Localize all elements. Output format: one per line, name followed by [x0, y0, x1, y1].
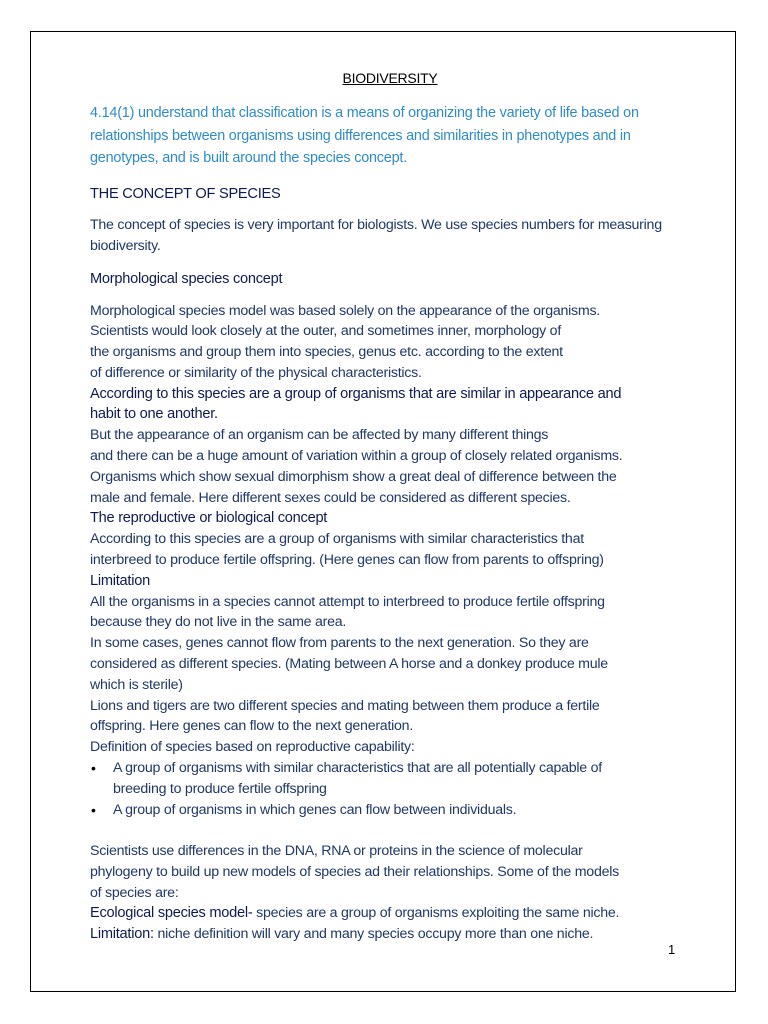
text-line: All the organisms in a species cannot attempt to interbreed to produce fertile offspring: [90, 593, 605, 610]
text-line: Definition of species based on reproductive capability:: [90, 739, 415, 756]
text-line: Organisms which show sexual dimorphism show a great deal of difference between the: [90, 468, 617, 485]
ecological-limitation-line: [90, 924, 690, 945]
text-line: male and female. Here different sexes could be considered as different species.: [90, 489, 571, 506]
text-line: of difference or similarity of the physical characteristics.: [90, 364, 422, 381]
bullet-icon: •: [91, 802, 96, 819]
text-line: Scientists use differences in the DNA, RNA or proteins in the science of molecular: [90, 843, 583, 860]
paragraph-gap: [90, 821, 690, 841]
ecological-model-label: Ecological species model-: [90, 905, 253, 922]
text-line: and there can be a huge amount of variation within a group of closely related organisms.: [90, 448, 623, 465]
text-line: phylogeny to build up new models of species ad their relationships. Some of the models: [90, 863, 619, 880]
text-line: offspring. Here genes can flow to the next generation.: [90, 718, 414, 735]
text-line: because they do not live in the same area.: [90, 614, 347, 631]
list-item: [90, 758, 690, 800]
morphological-description: [90, 301, 690, 946]
ecological-model-line: [90, 903, 690, 924]
section-heading: THE CONCEPT OF SPECIES: [90, 185, 281, 202]
bullet-text-line: A group of organisms in which genes can flow between individuals.: [113, 802, 517, 819]
document-body: [90, 68, 690, 945]
text-line: of species are:: [90, 884, 179, 901]
bullet-icon: •: [91, 760, 96, 777]
bold-definition-line: According to this species are a group of organisms that are similar in appearance and: [90, 385, 622, 402]
intro-paragraph: The concept of species is very important for biologists. We use species numbers for measuring biodiversity.: [90, 216, 662, 254]
text-line: According to this species are a group of organisms with similar characteristics that: [90, 531, 584, 548]
definition-bullet-list: [90, 758, 690, 821]
text-line: Lions and tigers are two different species and mating between them produce a fertile: [90, 697, 600, 714]
ecological-model-text: species are a group of organisms exploiting the same niche.: [252, 905, 620, 922]
bullet-text-line: A group of organisms with similar characteristics that are all potentially capable of: [113, 760, 602, 777]
document-title: BIODIVERSITY: [342, 70, 438, 86]
text-line: the organisms and group them into species, genus etc. according to the extent: [90, 344, 563, 361]
text-line: Morphological species model was based solely on the appearance of the organisms.: [90, 302, 600, 319]
text-line: But the appearance of an organism can be affected by many different things: [90, 427, 549, 444]
limitation-heading: Limitation: [90, 572, 150, 589]
page-number: 1: [668, 942, 676, 957]
text-line: considered as different species. (Mating between A horse and a donkey produce mule: [90, 656, 608, 673]
bullet-text-line: breeding to produce fertile offspring: [113, 781, 327, 798]
text-line: interbreed to produce fertile offspring. (Here genes can flow from parents to offspring): [90, 552, 604, 569]
bold-definition-line: habit to one another.: [90, 406, 218, 423]
text-line: which is sterile): [90, 676, 183, 693]
ecological-limitation-text: niche definition will vary and many species occupy more than one niche.: [153, 926, 594, 943]
text-line: In some cases, genes cannot flow from parents to the next generation. So they are: [90, 635, 589, 652]
text-line: Scientists would look closely at the outer, and sometimes inner, morphology of: [90, 323, 562, 340]
morphological-heading: Morphological species concept: [90, 270, 283, 287]
ecological-limitation-label: Limitation:: [90, 926, 154, 943]
reproductive-heading: The reproductive or biological concept: [90, 510, 328, 527]
learning-objective: 4.14(1) understand that classification is a means of organizing the variety of life based on relationships between organisms using differences and similarities in phenotypes and in genotypes, and is built around the species concept.: [90, 105, 639, 166]
list-item: [90, 800, 690, 821]
